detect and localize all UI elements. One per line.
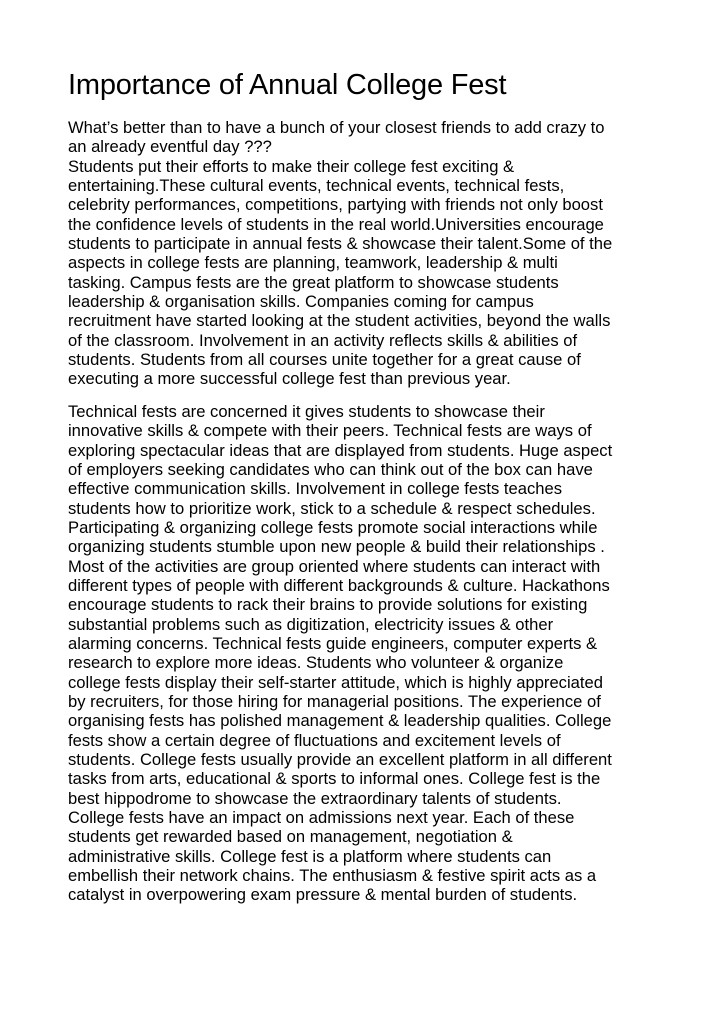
text-line: of the classroom. Involvement in an activity reflects skills & abilities of — [68, 330, 578, 350]
text-line: leadership & organisation skills. Companies coming for campus — [68, 292, 534, 312]
text-line: innovative skills & compete with their peers. Technical fests are ways of — [68, 421, 592, 441]
text-line: encourage students to rack their brains to provide solutions for existing — [68, 595, 588, 615]
text-line: Most of the activities are group oriented where students can interact with — [68, 556, 601, 576]
text-line: best hippodrome to showcase the extraordinary talents of students. — [68, 788, 562, 808]
text-line: Students put their efforts to make their college fest exciting & — [68, 156, 515, 176]
text-line: College fests have an impact on admissions next year. Each of these — [68, 808, 575, 828]
text-line: students how to prioritize work, stick to a schedule & respect schedules. — [68, 498, 596, 518]
text-line: exploring spectacular ideas that are displayed from students. Huge aspect — [68, 440, 613, 460]
text-line: an already eventful day ??? — [68, 137, 272, 157]
text-line: Technical fests are concerned it gives students to showcase their — [68, 401, 545, 421]
text-line: students. College fests usually provide an excellent platform in all different — [68, 750, 612, 769]
text-line: What’s better than to have a bunch of your closest friends to add crazy to — [68, 118, 605, 137]
text-line: different types of people with different backgrounds & culture. Hackathons — [68, 575, 610, 595]
text-line: catalyst in overpowering exam pressure & mental burden of students. — [68, 885, 578, 905]
text-line: entertaining.These cultural events, technical events, technical fests, — [68, 176, 565, 196]
text-line: Participating & organizing college fests promote social interactions while — [68, 517, 598, 537]
text-line: alarming concerns. Technical fests guide engineers, computer experts & — [68, 633, 598, 653]
text-line: organizing students stumble upon new people & build their relationships . — [68, 537, 605, 557]
document-title: Importance of Annual College Fest — [68, 69, 507, 101]
text-line: of employers seeking candidates who can think out of the box can have — [68, 459, 593, 479]
text-line: the confidence levels of students in the real world.Universities encourage — [68, 214, 604, 234]
text-line: students. Students from all courses unite together for a great cause of — [68, 350, 581, 370]
text-line: tasking. Campus fests are the great platform to showcase students — [68, 272, 559, 292]
text-line: fests show a certain degree of fluctuations and excitement levels of — [68, 730, 561, 750]
text-line: effective communication skills. Involvement in college fests teaches — [68, 479, 563, 499]
text-line: celebrity performances, competitions, partying with friends not only boost — [68, 195, 603, 215]
text-line: students get rewarded based on management, negotiation & — [68, 827, 513, 847]
paragraph-technical-fests — [68, 402, 668, 905]
text-line: embellish their network chains. The enthusiasm & festive spirit acts as a — [68, 866, 597, 886]
text-line: tasks from arts, educational & sports to informal ones. College fest is the — [68, 769, 601, 789]
text-line: college fests display their self-starter attitude, which is highly appreciated — [68, 672, 603, 692]
text-line: by recruiters, for those hiring for managerial positions. The experience of — [68, 691, 601, 711]
text-line: executing a more successful college fest than previous year. — [68, 369, 511, 389]
document-page — [68, 66, 668, 905]
text-line: research to explore more ideas. Students who volunteer & organize — [68, 653, 564, 673]
text-line: administrative skills. College fest is a platform where students can — [68, 846, 552, 866]
text-line: students to participate in annual fests & showcase their talent.Some of the — [68, 234, 613, 254]
text-line: organising fests has polished management & leadership qualities. College — [68, 711, 612, 731]
text-line: recruitment have started looking at the student activities, beyond the walls — [68, 311, 611, 331]
text-line: aspects in college fests are planning, teamwork, leadership & multi — [68, 253, 558, 273]
text-line: substantial problems such as digitization, electricity issues & other — [68, 614, 554, 634]
paragraph-intro — [68, 118, 668, 389]
